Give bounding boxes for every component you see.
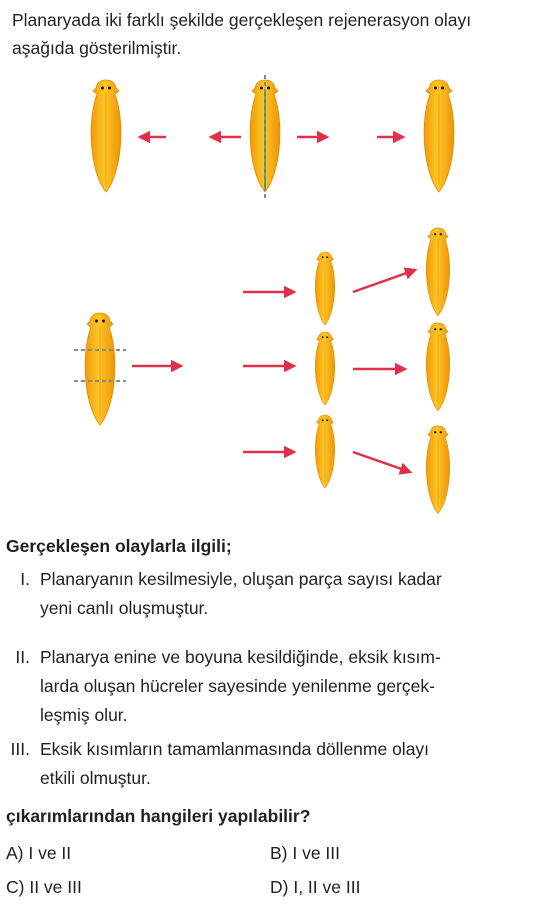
statement-line: yeni canlı oluşmuştur.: [40, 598, 209, 618]
worm-growing-1: [315, 252, 334, 325]
bottom-row: [74, 228, 450, 514]
statement-number: I.: [20, 569, 30, 589]
statement-line: Planaryanın kesilmesiyle, oluşan parça sayısı kadar: [40, 569, 442, 589]
statement-number: II.: [15, 647, 30, 667]
intro-text: Planaryada iki farklı şekilde gerçekleşen rejenerasyon olayı aşağıda gösterilmiştir.: [12, 10, 472, 58]
worm-tail-piece: [200, 357, 230, 469]
option-b[interactable]: B) I ve III: [270, 843, 341, 863]
option-a[interactable]: A) I ve II: [6, 843, 72, 863]
statement-line: larda oluşan hücreler sayesinde yenilenme gerçek-: [40, 676, 435, 696]
worm-regenerated-right: [424, 80, 454, 192]
worm-right-half: [336, 80, 366, 192]
statement-line: Eksik kısımların tamamlanmasında döllenme olayı: [40, 739, 430, 759]
planaria-regeneration-figure: [0, 68, 537, 530]
statement-line: leşmiş olur.: [40, 705, 128, 725]
worm-head-piece: [200, 271, 230, 383]
statements-heading: Gerçekleşen olaylarla ilgili;: [6, 536, 232, 556]
worm-growing-3: [315, 415, 334, 488]
worm-growing-2: [315, 332, 334, 405]
worm-complete-2: [426, 323, 449, 411]
worm-complete-1: [426, 228, 449, 316]
worm-middle-piece: [200, 313, 230, 425]
statement-number: III.: [10, 739, 30, 759]
worm-whole-cut-crosswise: [85, 313, 115, 425]
top-row: [91, 75, 454, 198]
arrow: [353, 270, 415, 292]
arrow: [353, 452, 410, 472]
question-text: çıkarımlarından hangileri yapılabilir?: [6, 806, 311, 826]
worm-regenerated-left: [91, 80, 121, 192]
statement-line: Planarya enine ve boyuna kesildiğinde, eksik kısım-: [40, 647, 441, 667]
worm-complete-3: [426, 426, 449, 514]
option-c[interactable]: C) II ve III: [6, 877, 82, 897]
option-d[interactable]: D) I, II ve III: [270, 877, 361, 897]
statement-line: etkili olmuştur.: [40, 768, 151, 788]
worm-left-half: [172, 80, 202, 192]
